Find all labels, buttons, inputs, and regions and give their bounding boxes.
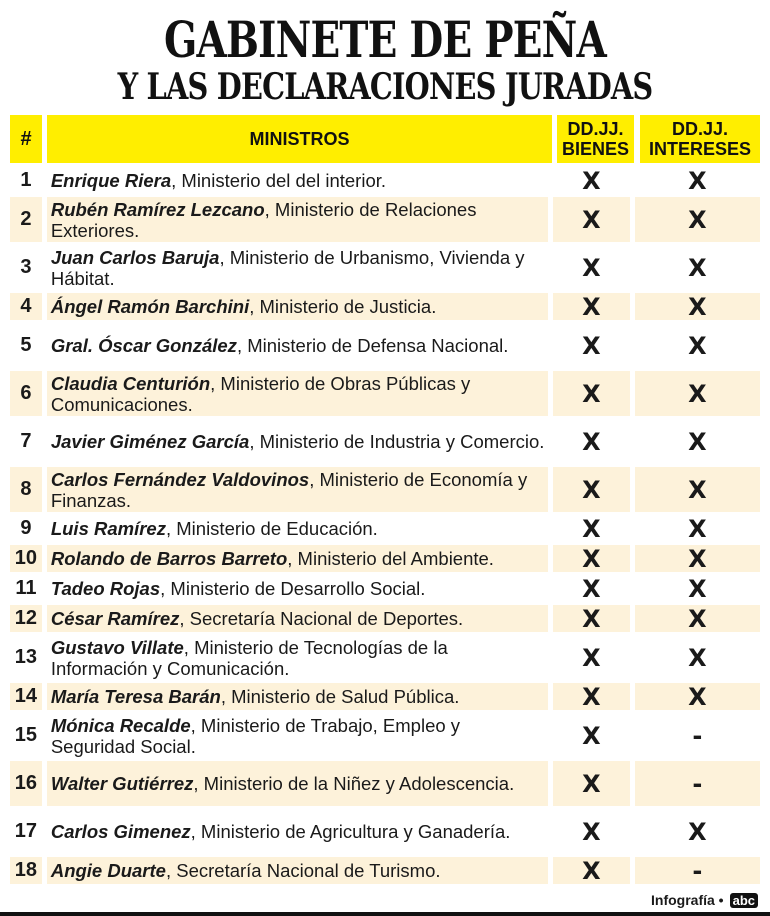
intereses-mark: X xyxy=(635,467,760,512)
row-number: 11 xyxy=(15,577,37,599)
minister-cell xyxy=(47,293,548,320)
minister-cell xyxy=(47,245,548,290)
table-row xyxy=(10,293,760,320)
ministry-name: , Ministerio de la Niñez y Adolescencia. xyxy=(193,773,515,794)
ministers-table xyxy=(10,167,760,884)
bienes-mark: X xyxy=(582,643,601,672)
intereses-mark: X xyxy=(635,371,760,416)
header-intereses xyxy=(640,115,760,163)
row-number: 5 xyxy=(20,334,32,356)
ministry-name: , Ministerio de Educación. xyxy=(165,518,378,539)
row-number: 8 xyxy=(10,467,42,512)
minister-name: Carlos Fernández Valdovinos xyxy=(50,468,310,490)
bienes-mark: X xyxy=(553,761,630,806)
row-number: 17 xyxy=(14,820,38,842)
bienes-mark: X xyxy=(553,197,630,242)
minister-cell xyxy=(47,635,548,680)
minister-name: Walter Gutiérrez xyxy=(50,773,194,794)
minister-name: Juan Carlos Baruja xyxy=(50,246,220,268)
ministry-name: , Ministerio del del interior. xyxy=(171,170,387,191)
bienes-mark: X xyxy=(582,721,601,750)
table-row xyxy=(10,605,760,632)
minister-name: Angie Duarte xyxy=(50,860,166,881)
bienes-mark: X xyxy=(553,857,630,884)
row-number: 12 xyxy=(10,605,42,632)
footer-credit: Infografía • xyxy=(651,892,724,908)
row-number: 7 xyxy=(20,430,32,452)
table-row xyxy=(10,713,760,758)
header-ministers: MINISTROS xyxy=(47,115,552,163)
minister-name: María Teresa Barán xyxy=(50,686,221,707)
intereses-mark: X xyxy=(635,605,760,632)
ministry-name: , Ministerio de Justicia. xyxy=(249,296,437,317)
minister-cell xyxy=(47,167,548,194)
ministry-name: , Secretaría Nacional de Turismo. xyxy=(165,860,441,881)
minister-name: Tadeo Rojas xyxy=(50,578,161,599)
table-row xyxy=(10,857,760,884)
minister-cell xyxy=(47,713,548,758)
intereses-mark: X xyxy=(688,514,707,543)
table-row xyxy=(10,419,760,464)
bienes-mark: X xyxy=(582,166,601,195)
bienes-mark: X xyxy=(582,817,601,846)
bienes-mark: X xyxy=(553,605,630,632)
bienes-mark: X xyxy=(553,293,630,320)
ministry-name: , Ministerio del Ambiente. xyxy=(287,548,494,569)
abc-logo: abc xyxy=(730,893,758,908)
table-row xyxy=(10,761,760,806)
row-number: 4 xyxy=(10,293,42,320)
row-number: 14 xyxy=(10,683,42,710)
intereses-mark: X xyxy=(688,574,707,603)
intereses-mark: X xyxy=(688,166,707,195)
minister-cell xyxy=(47,857,548,884)
minister-name: Luis Ramírez xyxy=(50,518,166,539)
bienes-mark: X xyxy=(553,545,630,572)
title-line-1: GABINETE DE PEÑA xyxy=(163,10,607,69)
ministry-name: , Ministerio de Salud Pública. xyxy=(220,686,460,707)
ministry-name: , Ministerio de Defensa Nacional. xyxy=(236,335,509,356)
intereses-mark: - xyxy=(635,761,760,806)
row-number: 6 xyxy=(10,371,42,416)
bienes-mark: X xyxy=(582,514,601,543)
intereses-mark: - xyxy=(692,721,703,750)
intereses-mark: X xyxy=(688,643,707,672)
table-row xyxy=(10,323,760,368)
row-number: 9 xyxy=(20,517,32,539)
minister-name: Enrique Riera xyxy=(50,170,172,191)
minister-cell xyxy=(47,467,548,512)
ministry-name: , Ministerio de Relaciones Exteriores. xyxy=(50,198,477,241)
intereses-mark: X xyxy=(688,427,707,456)
minister-cell xyxy=(47,419,548,464)
ministry-name: , Ministerio de Industria y Comercio. xyxy=(249,431,545,452)
table-row xyxy=(10,515,760,542)
row-number: 2 xyxy=(10,197,42,242)
title-line-2: Y LAS DECLARACIONES JURADAS xyxy=(117,66,653,108)
minister-cell xyxy=(47,515,548,542)
ministry-name: , Ministerio de Tecnologías de la Información y Comunicación. xyxy=(50,636,448,679)
bottom-rule xyxy=(0,912,770,916)
minister-name: César Ramírez xyxy=(50,608,180,629)
minister-name: Ángel Ramón Barchini xyxy=(50,296,250,317)
minister-name: Carlos Gimenez xyxy=(50,821,191,842)
bienes-mark: X xyxy=(553,683,630,710)
header-bienes-line1: DD.JJ. xyxy=(567,119,624,139)
minister-cell xyxy=(47,323,548,368)
ministry-name: , Ministerio de Agricultura y Ganadería. xyxy=(190,821,511,842)
ministry-name: , Ministerio de Obras Públicas y Comunicaciones. xyxy=(50,372,471,415)
minister-name: Javier Giménez García xyxy=(50,431,250,452)
minister-cell xyxy=(47,197,548,242)
table-row xyxy=(10,371,760,416)
bienes-mark: X xyxy=(582,253,601,282)
bienes-mark: X xyxy=(582,331,601,360)
bienes-mark: X xyxy=(553,467,630,512)
intereses-mark: X xyxy=(688,817,707,846)
bienes-mark: X xyxy=(553,371,630,416)
table-row xyxy=(10,575,760,602)
row-number: 16 xyxy=(10,761,42,806)
ministry-name: , Ministerio de Desarrollo Social. xyxy=(160,578,426,599)
row-number: 13 xyxy=(14,646,38,668)
minister-name: Claudia Centurión xyxy=(50,372,211,394)
header-intereses-line2: INTERESES xyxy=(648,139,752,159)
table-row xyxy=(10,683,760,710)
intereses-mark: X xyxy=(688,331,707,360)
table-row xyxy=(10,545,760,572)
table-row xyxy=(10,809,760,854)
minister-name: Mónica Recalde xyxy=(50,714,191,736)
minister-cell xyxy=(47,371,548,416)
table-row xyxy=(10,197,760,242)
ministry-name: , Ministerio de Trabajo, Empleo y Seguridad Social. xyxy=(50,714,461,757)
intereses-mark: X xyxy=(635,545,760,572)
header-intereses-line1: DD.JJ. xyxy=(671,119,729,139)
ministry-name: , Ministerio de Urbanismo, Vivienda y Hábitat. xyxy=(50,246,525,289)
header-bienes xyxy=(557,115,634,163)
intereses-mark: X xyxy=(635,293,760,320)
minister-cell xyxy=(47,605,548,632)
intereses-mark: X xyxy=(635,197,760,242)
minister-cell xyxy=(47,545,548,572)
table-row xyxy=(10,467,760,512)
intereses-mark: X xyxy=(688,253,707,282)
bienes-mark: X xyxy=(582,427,601,456)
ministry-name: , Ministerio de Economía y Finanzas. xyxy=(50,468,528,511)
minister-cell xyxy=(47,683,548,710)
minister-name: Rubén Ramírez Lezcano xyxy=(50,198,265,220)
minister-name: Gustavo Villate xyxy=(50,636,184,658)
ministry-name: , Secretaría Nacional de Deportes. xyxy=(179,608,464,629)
minister-cell xyxy=(47,809,548,854)
bienes-mark: X xyxy=(582,574,601,603)
row-number: 18 xyxy=(10,857,42,884)
minister-name: Gral. Óscar González xyxy=(50,335,237,356)
table-row xyxy=(10,635,760,680)
header-bienes-line2: BIENES xyxy=(561,139,630,159)
row-number: 15 xyxy=(14,724,38,746)
table-row xyxy=(10,167,760,194)
minister-cell xyxy=(47,575,548,602)
row-number: 1 xyxy=(20,169,32,191)
intereses-mark: X xyxy=(635,683,760,710)
footer xyxy=(651,892,758,908)
table-row xyxy=(10,245,760,290)
row-number: 10 xyxy=(10,545,42,572)
header-num: # xyxy=(10,115,42,163)
intereses-mark: - xyxy=(635,857,760,884)
row-number: 3 xyxy=(20,256,32,278)
minister-name: Rolando de Barros Barreto xyxy=(50,548,288,569)
minister-cell xyxy=(47,761,548,806)
